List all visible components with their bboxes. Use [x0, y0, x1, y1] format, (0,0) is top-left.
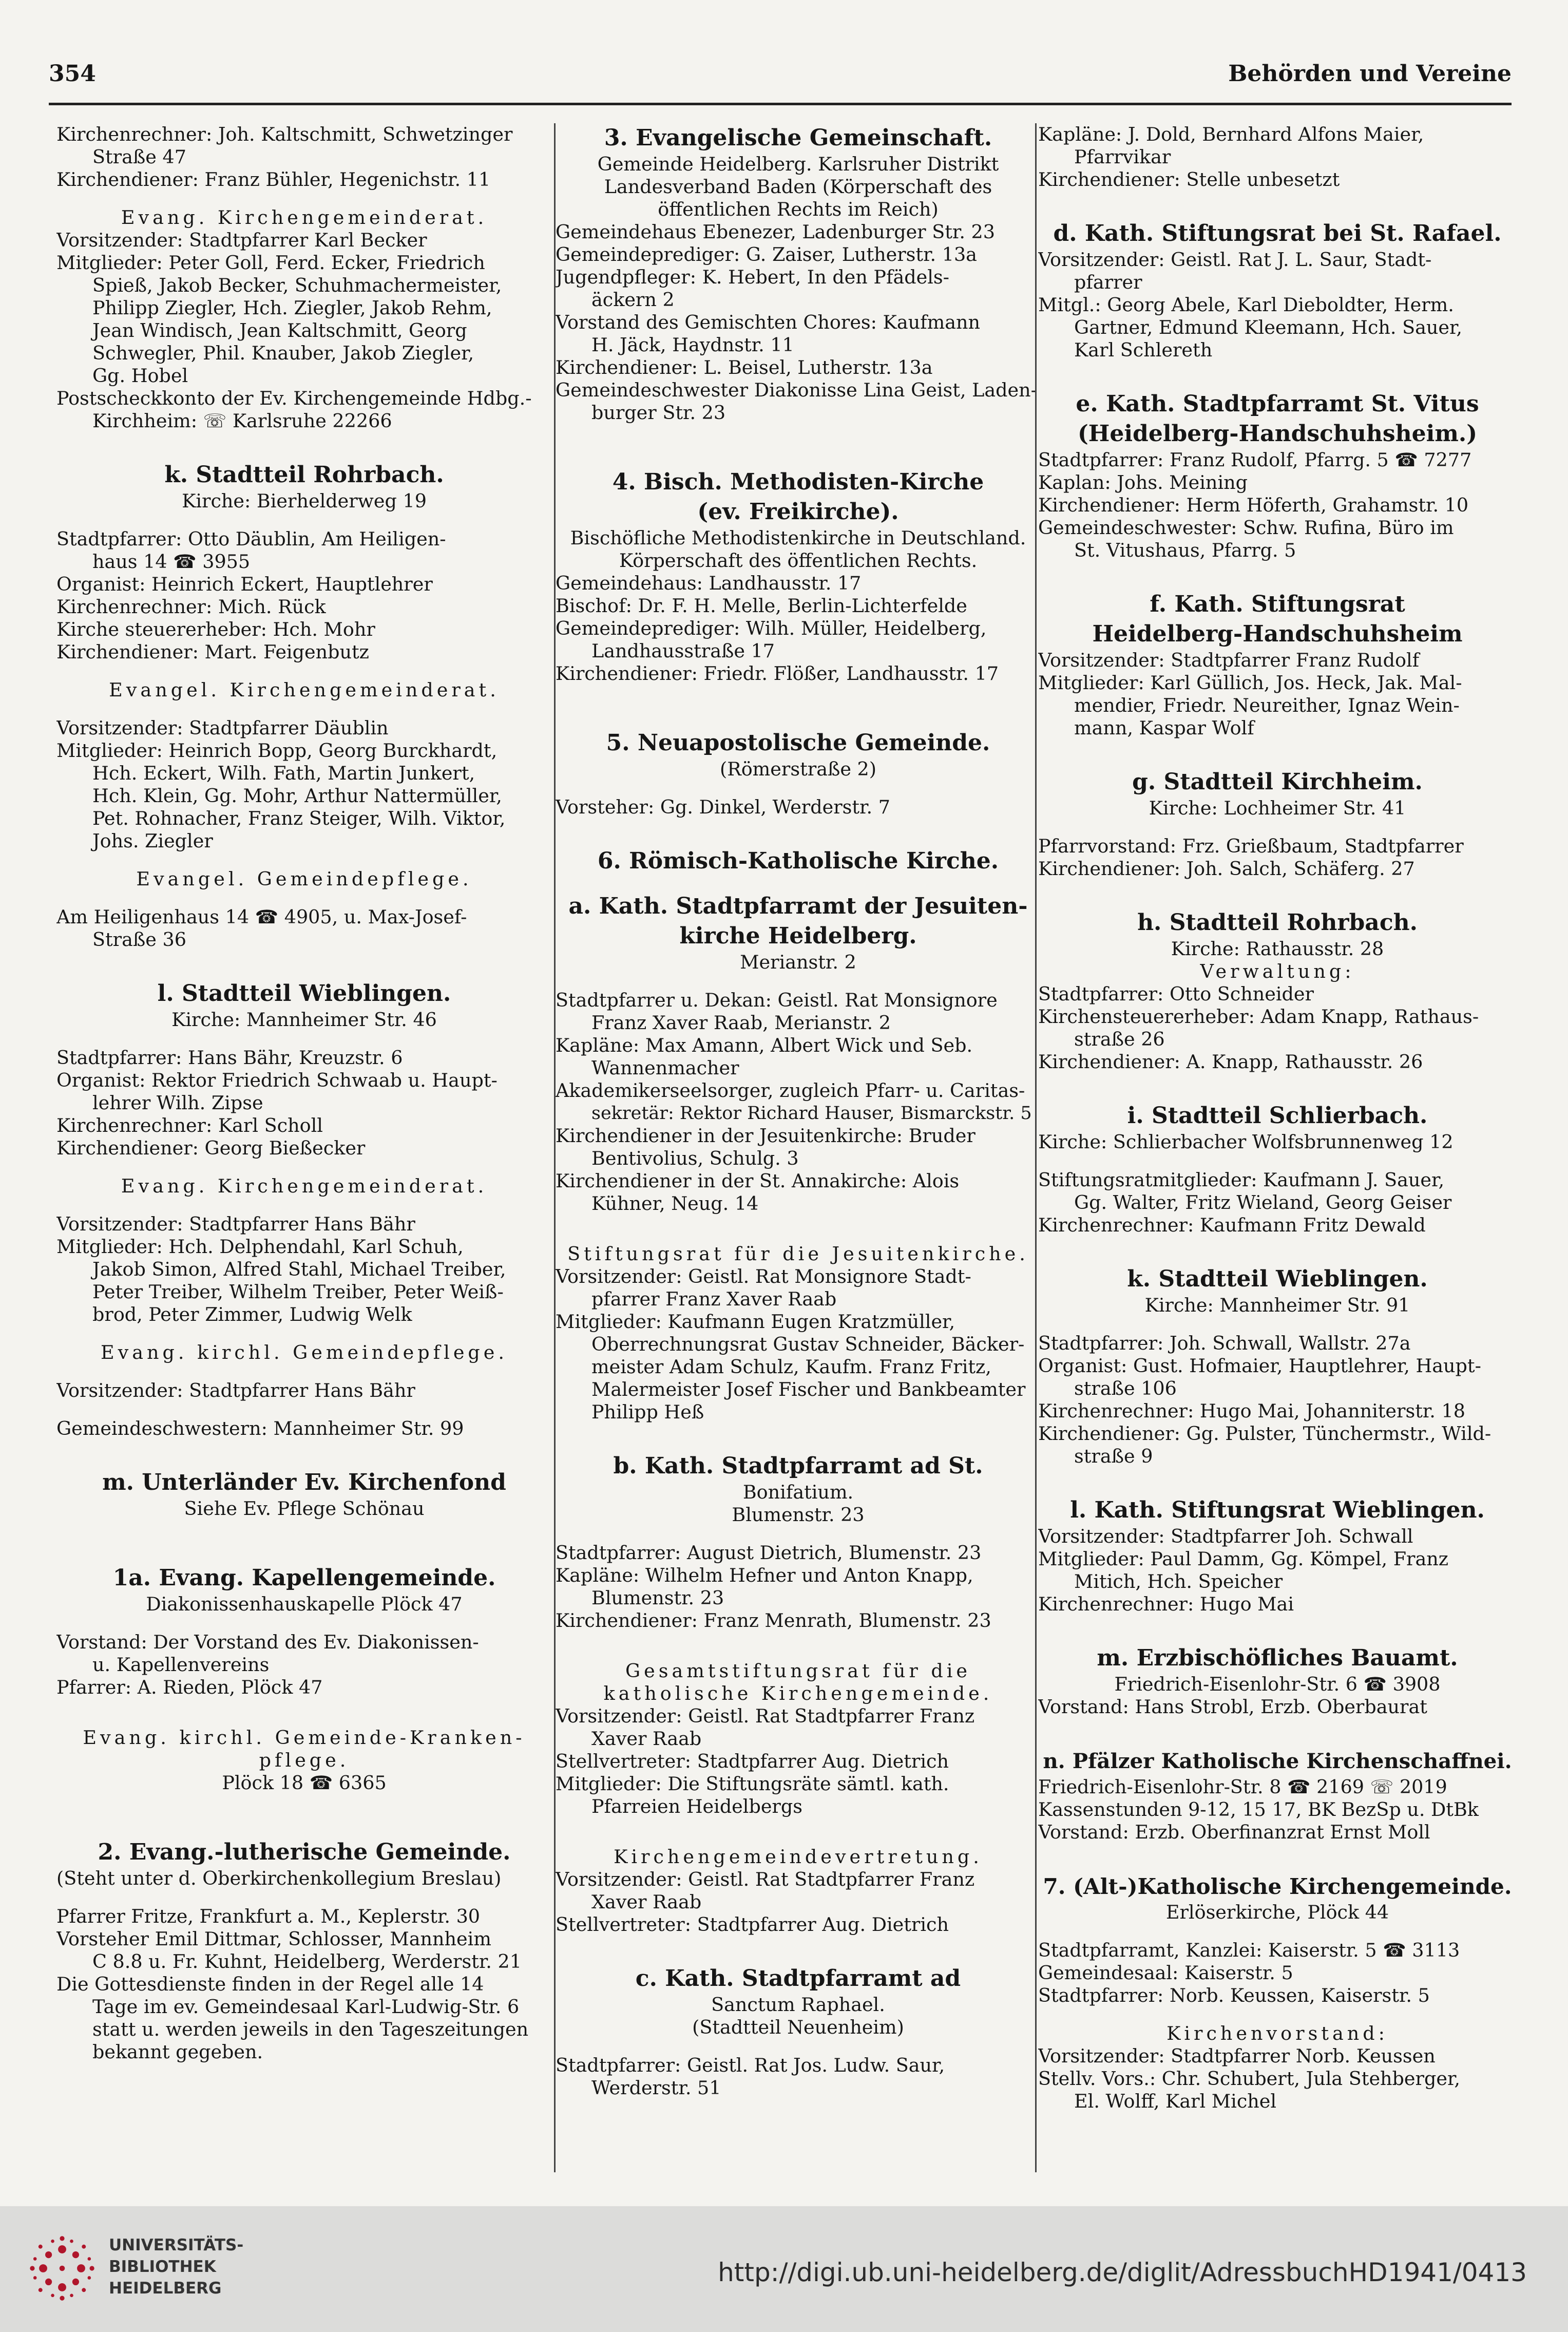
entry-continuation: Hch. Eckert, Wilh. Fath, Martin Junkert,: [92, 762, 475, 784]
right-column: [1038, 123, 1517, 2172]
entry-continuation: Gg. Walter, Fritz Wieland, Georg Geiser: [1074, 1191, 1452, 1214]
centered-line: Gemeinde Heidelberg. Karlsruher Distrikt: [597, 153, 999, 175]
entry-continuation: Jakob Simon, Alfred Stahl, Michael Treiber,: [92, 1258, 506, 1280]
section-heading: m. Unterländer Ev. Kirchenfond: [102, 1469, 506, 1495]
entry-line: Organist: Rektor Friedrich Schwaab u. Haupt-: [56, 1069, 498, 1091]
entry-line: Vorstand: Erzb. Oberfinanzrat Ernst Moll: [1038, 1821, 1430, 1843]
entry-continuation: Peter Treiber, Wilhelm Treiber, Peter Weiß-: [92, 1281, 504, 1303]
entry-line: Gemeindeschwester Diakonisse Lina Geist, Laden-: [556, 379, 1037, 401]
spaced-subheading: Evang. kirchl. Gemeinde-Kranken-: [83, 1727, 526, 1749]
entry-line: Stiftungsratmitglieder: Kaufmann J. Sauer,: [1038, 1169, 1445, 1191]
spacer: [56, 1520, 552, 1548]
entry-line: Bischof: Dr. F. H. Melle, Berlin-Lichterfelde: [556, 595, 967, 617]
spaced-subheading: Gesamtstiftungsrat für die: [625, 1660, 971, 1682]
spacer: [56, 1699, 552, 1727]
centered-line: Bischöfliche Methodistenkirche in Deutschland.: [570, 527, 1026, 549]
centered-line: Körperschaft des öffentlichen Rechts.: [619, 549, 978, 572]
section-heading: c. Kath. Stadtpfarramt ad: [635, 1965, 961, 1992]
entry-continuation: Hch. Klein, Gg. Mohr, Arthur Nattermüller,: [92, 785, 502, 807]
entry-line: Kapläne: J. Dold, Bernhard Alfons Maier,: [1038, 123, 1424, 145]
entry-continuation: Jean Windisch, Jean Kaltschmitt, Georg: [92, 319, 467, 342]
spacer: [56, 1198, 552, 1213]
section-heading: 3. Evangelische Gemeinschaft.: [604, 125, 992, 151]
entry-line: Jugendpfleger: K. Hebert, In den Pfädels-: [556, 266, 949, 288]
entry-continuation: Werderstr. 51: [591, 2077, 721, 2099]
spaced-subheading: Evang. Kirchengemeinderat.: [121, 1175, 488, 1197]
spacer: [1038, 1468, 1517, 1495]
entry-line: Die Gottesdienste finden in der Regel alle 14: [56, 1973, 484, 1995]
entry-line: Stadtpfarrer: Geistl. Rat Jos. Ludw. Saur,: [556, 2054, 945, 2076]
entry-line: Vorsitzender: Stadtpfarrer Karl Becker: [56, 229, 427, 251]
entry-continuation: Pfarreien Heidelbergs: [591, 1795, 802, 1817]
spacer: [556, 1632, 1041, 1660]
centered-line: Erlöserkirche, Plöck 44: [1165, 1901, 1389, 1923]
entry-line: Vorstand: Hans Strobl, Erzb. Oberbaurat: [1038, 1696, 1427, 1718]
spacer: [56, 1548, 552, 1563]
entry-line: Kirchensteuererheber: Adam Knapp, Rathaus-: [1038, 1006, 1479, 1028]
spacer: [1038, 1616, 1517, 1643]
entry-line: Kirche: Schlierbacher Wolfsbrunnenweg 12: [1038, 1131, 1454, 1153]
entry-line: Vorsitzender: Stadtpfarrer Franz Rudolf: [1038, 649, 1420, 671]
entry-line: Kirchenrechner: Joh. Kaltschmitt, Schwetzinger: [56, 123, 513, 145]
entry-continuation: Oberrechnungsrat Gustav Schneider, Bäcker-: [591, 1333, 1025, 1355]
entry-line: Kirchendiener: Stelle unbesetzt: [1038, 168, 1340, 191]
entry-line: Kirchendiener: L. Beisel, Lutherstr. 13a: [556, 356, 933, 378]
spacer: [56, 513, 552, 528]
entry-line: Kirchenrechner: Karl Scholl: [56, 1114, 323, 1136]
spacer: [1038, 562, 1517, 590]
entry-continuation: Franz Xaver Raab, Merianstr. 2: [591, 1012, 891, 1034]
entry-line: Kirchendiener in der Jesuitenkirche: Bruder: [556, 1125, 976, 1147]
entry-continuation: pfarrer: [1074, 271, 1142, 293]
centered-line: (Stadtteil Neuenheim): [692, 2016, 904, 2038]
section-heading: h. Stadtteil Rohrbach.: [1137, 909, 1418, 936]
section-heading: e. Kath. Stadtpfarramt St. Vitus: [1076, 391, 1479, 417]
source-url[interactable]: http://digi.ub.uni-heidelberg.de/diglit/AdressbuchHD1941/0413: [718, 2258, 1527, 2287]
section-heading: l. Kath. Stiftungsrat Wieblingen.: [1070, 1497, 1485, 1523]
entry-continuation: Gg. Hobel: [92, 365, 188, 387]
entry-continuation: Philipp Heß: [591, 1401, 704, 1423]
entry-line: Vorstand: Der Vorstand des Ev. Diakonissen-: [56, 1631, 479, 1653]
spaced-subheading: Evang. Kirchengemeinderat.: [121, 206, 488, 229]
spacer: [556, 1818, 1041, 1846]
library-name-line: BIBLIOTHEK: [109, 2258, 216, 2276]
spacer: [56, 951, 552, 979]
entry-line: Stadtpfarrer: Hans Bähr, Kreuzstr. 6: [56, 1047, 403, 1069]
entry-line: Kirchendiener in der St. Annakirche: Alois: [556, 1170, 960, 1192]
entry-line: Stadtpfarrer: Joh. Schwall, Wallstr. 27a: [1038, 1332, 1411, 1354]
entry-continuation: Landhausstraße 17: [591, 640, 775, 662]
centered-line: Kirche: Bierhelderweg 19: [182, 490, 427, 512]
section-heading: m. Erzbischöfliches Bauamt.: [1097, 1645, 1458, 1671]
section-heading: d. Kath. Stiftungsrat bei St. Rafael.: [1053, 220, 1502, 247]
entry-continuation: Pfarrvikar: [1074, 146, 1171, 168]
library-seal-icon: [28, 2234, 96, 2302]
entry-line: Mitglieder: Hch. Delphendahl, Karl Schuh,: [56, 1236, 464, 1258]
centered-line: Kirche: Rathausstr. 28: [1171, 938, 1384, 960]
entry-line: Vorsitzender: Geistl. Rat Stadtpfarrer Franz: [556, 1868, 975, 1890]
centered-line: Plöck 18 ☎ 6365: [222, 1772, 387, 1794]
spaced-subheading: Evangel. Gemeindepflege.: [136, 868, 472, 890]
spaced-subheading: pflege.: [259, 1749, 350, 1771]
entry-line: Stadtpfarrer: Norb. Keussen, Kaiserstr. 5: [1038, 1984, 1430, 2006]
library-name-line: UNIVERSITÄTS-: [109, 2236, 244, 2254]
spacer: [1038, 820, 1517, 835]
section-heading: l. Stadtteil Wieblingen.: [157, 980, 451, 1007]
centered-line: Bonifatium.: [742, 1481, 854, 1503]
entry-continuation: straße 9: [1074, 1445, 1153, 1467]
entry-line: Gemeindesaal: Kaiserstr. 5: [1038, 1962, 1293, 1984]
centered-line: Kirche: Lochheimer Str. 41: [1149, 797, 1406, 819]
entry-line: Kirchendiener: Mart. Feigenbutz: [56, 641, 369, 663]
section-heading: 1a. Evang. Kapellengemeinde.: [112, 1565, 496, 1591]
entry-line: Kirchenrechner: Hugo Mai: [1038, 1593, 1294, 1615]
entry-line: Pfarrer: A. Rieden, Plöck 47: [56, 1676, 323, 1698]
spacer: [556, 452, 1041, 467]
entry-line: Stellvertreter: Stadtpfarrer Aug. Dietrich: [556, 1750, 949, 1772]
entry-continuation: mendier, Friedr. Neureither, Ignaz Wein-: [1074, 694, 1460, 716]
spacer: [1038, 191, 1517, 219]
spacer: [1038, 1718, 1517, 1746]
section-heading: 7. (Alt-)Katholische Kirchengemeinde.: [1043, 1873, 1512, 1899]
spacer: [1038, 1924, 1517, 1939]
entry-continuation: lehrer Wilh. Zipse: [92, 1092, 263, 1114]
spacer: [556, 974, 1041, 989]
spaced-subheading: Kirchenvorstand:: [1167, 2022, 1388, 2044]
spacer: [56, 852, 552, 868]
entry-continuation: Xaver Raab: [591, 1728, 702, 1750]
entry-line: Gemeindeprediger: G. Zaiser, Lutherstr. 13a: [556, 243, 977, 266]
spacer: [556, 1526, 1041, 1542]
entry-line: Gemeindehaus Ebenezer, Ladenburger Str. 23: [556, 221, 995, 243]
entry-line: Vorsitzender: Stadtpfarrer Däublin: [56, 717, 389, 739]
entry-line: Kirchendiener: Franz Bühler, Hegenichstr. 11: [56, 168, 491, 191]
spacer: [1038, 2007, 1517, 2022]
column-divider: [1035, 123, 1037, 2172]
entry-line: Kirchenrechner: Mich. Rück: [56, 596, 326, 618]
centered-line: Friedrich-Eisenlohr-Str. 6 ☎ 3908: [1114, 1673, 1441, 1695]
entry-line: Mitglieder: Die Stiftungsräte sämtl. kath.: [556, 1773, 949, 1795]
entry-continuation: Philipp Ziegler, Hch. Ziegler, Jakob Rehm,: [92, 297, 492, 319]
entry-continuation: statt u. werden jeweils in den Tageszeitungen: [92, 2018, 529, 2040]
centered-line: öffentlichen Rechts im Reich): [658, 198, 939, 220]
entry-continuation: Johs. Ziegler: [92, 830, 213, 852]
entry-line: Kirche steuererheber: Hch. Mohr: [56, 618, 375, 640]
entry-line: Kirchendiener: A. Knapp, Rathausstr. 26: [1038, 1051, 1423, 1073]
centered-line: Diakonissenhauskapelle Plöck 47: [146, 1593, 463, 1615]
section-heading: g. Stadtteil Kirchheim.: [1132, 769, 1423, 795]
entry-line: Gemeindeprediger: Wilh. Müller, Heidelberg,: [556, 617, 987, 639]
entry-line: Gemeindeschwestern: Mannheimer Str. 99: [56, 1417, 464, 1439]
entry-continuation: burger Str. 23: [591, 402, 726, 424]
spacer: [556, 819, 1041, 846]
entry-continuation: straße 106: [1074, 1377, 1177, 1399]
spacer: [56, 1031, 552, 1047]
entry-line: Vorsitzender: Geistl. Rat Monsignore Stadt-: [556, 1265, 971, 1287]
spacer: [1038, 362, 1517, 389]
section-heading: a. Kath. Stadtpfarramt der Jesuiten-: [568, 893, 1028, 919]
middle-column: [556, 123, 1041, 2172]
centered-line: (Römerstraße 2): [719, 758, 876, 780]
spacer: [556, 1424, 1041, 1451]
spacer: [1038, 1073, 1517, 1101]
running-title: Behörden und Vereine: [1228, 61, 1512, 87]
spacer: [56, 1822, 552, 1837]
section-heading: (Heidelberg-Handschuhsheim.): [1077, 421, 1478, 447]
entry-continuation: Straße 47: [92, 146, 186, 168]
spacer: [56, 663, 552, 679]
spacer: [56, 1160, 552, 1175]
spacer: [56, 1890, 552, 1905]
entry-line: Vorsteher Emil Dittmar, Schlosser, Mannheim: [56, 1928, 491, 1950]
entry-continuation: Malermeister Josef Fischer und Bankbeamter: [591, 1378, 1026, 1400]
footer-bar: [0, 2206, 1568, 2332]
centered-line: Merianstr. 2: [740, 951, 856, 973]
entry-line: Mitglieder: Paul Damm, Gg. Kömpel, Franz: [1038, 1548, 1448, 1570]
entry-line: Organist: Heinrich Eckert, Hauptlehrer: [56, 573, 433, 595]
entry-continuation: Kirchheim: ☏ Karlsruhe 22266: [92, 410, 392, 432]
entry-continuation: Kühner, Neug. 14: [591, 1192, 759, 1215]
entry-line: Kirchenrechner: Hugo Mai, Johanniterstr. 18: [1038, 1400, 1465, 1422]
section-heading: i. Stadtteil Schlierbach.: [1127, 1103, 1428, 1129]
centered-line: Landesverband Baden (Körperschaft des: [604, 176, 992, 198]
section-heading: (ev. Freikirche).: [697, 499, 899, 525]
entry-line: Stellvertreter: Stadtpfarrer Aug. Dietrich: [556, 1913, 949, 1936]
entry-continuation: Bentivolius, Schulg. 3: [591, 1147, 799, 1169]
centered-line: Sanctum Raphael.: [711, 1994, 885, 2016]
entry-line: Vorsteher: Gg. Dinkel, Werderstr. 7: [556, 796, 890, 818]
section-heading: 4. Bisch. Methodisten-Kirche: [612, 469, 984, 495]
entry-continuation: Pet. Rohnacher, Franz Steiger, Wilh. Viktor,: [92, 807, 506, 829]
entry-continuation: meister Adam Schulz, Kaufm. Franz Fritz,: [591, 1356, 991, 1378]
left-column: [56, 123, 552, 2172]
section-heading: Heidelberg-Handschuhsheim: [1092, 621, 1463, 647]
entry-line: Kirchendiener: Friedr. Flößer, Landhausstr. 17: [556, 662, 999, 685]
spacer: [1038, 880, 1517, 908]
entry-continuation: Blumenstr. 23: [591, 1587, 724, 1609]
entry-line: Pfarrer Fritze, Frankfurt a. M., Keplerstr. 30: [56, 1905, 481, 1927]
spacer: [1038, 740, 1517, 767]
spacer: [56, 890, 552, 906]
entry-line: Mitglieder: Peter Goll, Ferd. Ecker, Friedrich: [56, 252, 485, 274]
spacer: [556, 876, 1041, 892]
spacer: [556, 1215, 1041, 1243]
spacer: [56, 1326, 552, 1341]
entry-line: Stadtpfarramt, Kanzlei: Kaiserstr. 5 ☎ 3113: [1038, 1939, 1460, 1961]
entry-line: Mitglieder: Kaufmann Eugen Kratzmüller,: [556, 1311, 955, 1333]
spacer: [56, 191, 552, 206]
entry-continuation: straße 26: [1074, 1028, 1165, 1050]
entry-continuation: C 8.8 u. Fr. Kuhnt, Heidelberg, Werderstr. 21: [92, 1950, 522, 1973]
entry-continuation: äckern 2: [591, 289, 675, 311]
entry-line: Vorsitzender: Stadtpfarrer Norb. Keussen: [1038, 2045, 1436, 2067]
entry-line: Vorsitzender: Geistl. Rat J. L. Saur, Stadt-: [1038, 249, 1432, 271]
page-number: 354: [49, 61, 96, 87]
spacer: [556, 713, 1041, 728]
entry-continuation: sekretär: Rektor Richard Hauser, Bismarckstr. 5: [591, 1103, 1032, 1124]
entry-continuation: u. Kapellenvereins: [92, 1654, 270, 1676]
section-heading: 5. Neuapostolische Gemeinde.: [606, 730, 990, 756]
centered-line: Blumenstr. 23: [732, 1504, 865, 1526]
entry-continuation: haus 14 ☎ 3955: [92, 551, 251, 573]
spaced-subheading: Evangel. Kirchengemeinderat.: [109, 679, 500, 701]
running-header: [49, 55, 1512, 91]
section-heading: 2. Evang.-lutherische Gemeinde.: [98, 1839, 511, 1865]
entry-continuation: Karl Schlereth: [1074, 339, 1213, 361]
spaced-subheading: Kirchengemeindevertretung.: [614, 1846, 983, 1868]
entry-continuation: St. Vitushaus, Pfarrg. 5: [1074, 539, 1296, 561]
entry-continuation: brod, Peter Zimmer, Ludwig Welk: [92, 1303, 412, 1325]
library-name-line: HEIDELBERG: [109, 2279, 222, 2298]
section-heading: k. Stadtteil Rohrbach.: [164, 462, 444, 488]
spacer: [56, 702, 552, 717]
entry-continuation: Schwegler, Phil. Knauber, Jakob Ziegler,: [92, 342, 474, 364]
spacer: [56, 1402, 552, 1417]
entry-line: Mitglieder: Karl Güllich, Jos. Heck, Jak. Mal-: [1038, 672, 1462, 694]
spacer: [56, 1364, 552, 1379]
spacer: [1038, 1317, 1517, 1332]
spaced-subheading: katholische Kirchengemeinde.: [603, 1682, 993, 1704]
entry-continuation: H. Jäck, Haydnstr. 11: [591, 334, 794, 356]
section-heading: k. Stadtteil Wieblingen.: [1127, 1266, 1428, 1292]
section-heading: b. Kath. Stadtpfarramt ad St.: [613, 1453, 983, 1479]
entry-line: Vorsitzender: Stadtpfarrer Hans Bähr: [56, 1213, 415, 1235]
entry-continuation: Mitich, Hch. Speicher: [1074, 1570, 1283, 1592]
centered-line: Siehe Ev. Pflege Schönau: [184, 1497, 425, 1520]
entry-line: Kirchendiener: Herm Höferth, Grahamstr. 10: [1038, 494, 1469, 516]
entry-line: Am Heiligenhaus 14 ☎ 4905, u. Max-Josef-: [56, 906, 467, 928]
spacer: [556, 2039, 1041, 2054]
entry-line: Vorstand des Gemischten Chores: Kaufmann: [556, 311, 980, 333]
section-heading: n. Pfälzer Katholische Kirchenschaffnei.: [1043, 1749, 1512, 1773]
entry-continuation: pfarrer Franz Xaver Raab: [591, 1288, 837, 1310]
entry-line: Stellv. Vors.: Chr. Schubert, Jula Stehberger,: [1038, 2068, 1460, 2090]
spacer: [1038, 1237, 1517, 1264]
entry-line: Kirchendiener: Georg Bießecker: [56, 1137, 366, 1159]
entry-line: Vorsitzender: Geistl. Rat Stadtpfarrer Franz: [556, 1705, 975, 1727]
entry-line: Kassenstunden 9-12, 15 17, BK BezSp u. DtBk: [1038, 1798, 1479, 1821]
spacer: [556, 424, 1041, 452]
entry-line: Kirchendiener: Gg. Pulster, Tünchermstr., Wild-: [1038, 1423, 1491, 1445]
entry-line: Mitglieder: Heinrich Bopp, Georg Burckhardt,: [56, 740, 498, 762]
header-rule: [49, 103, 1512, 105]
entry-line: Kapläne: Max Amann, Albert Wick und Seb.: [556, 1034, 973, 1056]
entry-line: Akademikerseelsorger, zugleich Pfarr- u. Caritas-: [556, 1079, 1025, 1102]
entry-continuation: Spieß, Jakob Becker, Schuhmachermeister,: [92, 274, 502, 296]
entry-line: Vorsitzender: Stadtpfarrer Hans Bähr: [56, 1379, 415, 1401]
entry-continuation: Straße 36: [92, 928, 186, 951]
section-heading: f. Kath. Stiftungsrat: [1150, 591, 1405, 617]
entry-line: Kaplan: Johs. Meining: [1038, 471, 1248, 494]
entry-line: Kirchendiener: Joh. Salch, Schäferg. 27: [1038, 858, 1415, 880]
spacer: [556, 1936, 1041, 1964]
entry-line: Stadtpfarrer: Otto Schneider: [1038, 983, 1314, 1005]
spacer: [56, 432, 552, 460]
entry-continuation: bekannt gegeben.: [92, 2041, 263, 2063]
section-heading: kirche Heidelberg.: [679, 923, 917, 949]
entry-continuation: Xaver Raab: [591, 1891, 702, 1913]
entry-line: Friedrich-Eisenlohr-Str. 8 ☎ 2169 ☏ 2019: [1038, 1776, 1447, 1798]
spaced-subheading: Verwaltung:: [1200, 960, 1355, 982]
entry-line: Stadtpfarrer u. Dekan: Geistl. Rat Monsignore: [556, 989, 998, 1011]
entry-continuation: Tage im ev. Gemeindesaal Karl-Ludwig-Str. 6: [92, 1996, 520, 2018]
entry-line: (Steht unter d. Oberkirchenkollegium Breslau): [56, 1867, 502, 1889]
spacer: [56, 1794, 552, 1822]
entry-continuation: Gartner, Edmund Kleemann, Hch. Sauer,: [1074, 316, 1463, 338]
section-heading: 6. Römisch-Katholische Kirche.: [597, 848, 999, 874]
library-name: [109, 2234, 243, 2299]
centered-line: Kirche: Mannheimer Str. 46: [171, 1009, 437, 1031]
spacer: [1038, 1153, 1517, 1169]
entry-line: Postscheckkonto der Ev. Kirchengemeinde Hdbg.-: [56, 387, 532, 409]
entry-continuation: mann, Kaspar Wolf: [1074, 717, 1254, 739]
entry-line: Stadtpfarrer: Franz Rudolf, Pfarrg. 5 ☎ 7277: [1038, 449, 1472, 471]
entry-line: Gemeindeschwester: Schw. Rufina, Büro im: [1038, 517, 1454, 539]
spacer: [556, 685, 1041, 713]
centered-line: Kirche: Mannheimer Str. 91: [1144, 1294, 1410, 1316]
entry-line: Stadtpfarrer: August Dietrich, Blumenstr. 23: [556, 1542, 982, 1564]
entry-line: Stadtpfarrer: Otto Däublin, Am Heiligen-: [56, 528, 446, 550]
entry-line: Organist: Gust. Hofmaier, Hauptlehrer, Haupt-: [1038, 1355, 1481, 1377]
spaced-subheading: Evang. kirchl. Gemeindepflege.: [100, 1341, 508, 1363]
spacer: [1038, 1844, 1517, 1871]
entry-line: Mitgl.: Georg Abele, Karl Dieboldter, Herm.: [1038, 294, 1454, 316]
entry-line: Kapläne: Wilhelm Hefner und Anton Knapp,: [556, 1564, 973, 1586]
spacer: [56, 1616, 552, 1631]
entry-continuation: El. Wolff, Karl Michel: [1074, 2090, 1277, 2112]
spaced-subheading: Stiftungsrat für die Jesuitenkirche.: [567, 1243, 1029, 1265]
entry-line: Kirchendiener: Franz Menrath, Blumenstr. 23: [556, 1609, 991, 1632]
entry-line: Gemeindehaus: Landhausstr. 17: [556, 572, 862, 594]
entry-line: Pfarrvorstand: Frz. Grießbaum, Stadtpfarrer: [1038, 835, 1464, 857]
entry-line: Kirchenrechner: Kaufmann Fritz Dewald: [1038, 1214, 1426, 1236]
entry-line: Vorsitzender: Stadtpfarrer Joh. Schwall: [1038, 1525, 1413, 1547]
spacer: [56, 1440, 552, 1468]
entry-continuation: Wannenmacher: [591, 1057, 739, 1079]
spacer: [556, 781, 1041, 796]
